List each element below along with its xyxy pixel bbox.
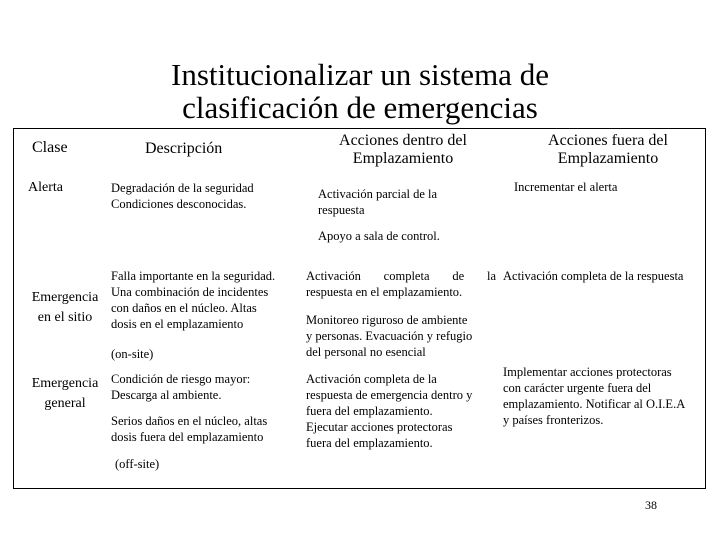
- text-line: fuera del emplazamiento.: [306, 404, 433, 418]
- page-number: 38: [645, 498, 657, 512]
- text-line: Serios daños en el núcleo, altas: [111, 414, 268, 428]
- text-line: dosis fuera del emplazamiento: [111, 430, 264, 444]
- slide-title-line-2: clasificación de emergencias: [182, 90, 538, 125]
- text-line: Activación parcial de la: [318, 187, 438, 201]
- row-alerta-dentro-extra: Apoyo a sala de control.: [318, 229, 440, 243]
- text-line: Degradación de la seguridad: [111, 181, 254, 195]
- text-line: Falla importante en la seguridad.: [111, 269, 276, 283]
- header-descripcion: Descripción: [145, 140, 223, 157]
- text-line: Activación completa de la: [306, 269, 496, 283]
- row-sitio-clase: [20, 288, 110, 328]
- text-line: Activación completa de la respuesta: [503, 269, 684, 283]
- row-alerta-descripcion: [111, 180, 301, 212]
- row-general-descripcion-extra: [111, 413, 306, 445]
- text-line: respuesta en el emplazamiento.: [306, 285, 463, 299]
- text-line: Implementar acciones protectoras: [503, 365, 672, 379]
- text-line: Activación completa de la: [306, 372, 437, 386]
- text-line: Emergencia: [31, 376, 99, 391]
- text-line: Descarga al ambiente.: [111, 388, 222, 402]
- text-line: respuesta de emergencia dentro y: [306, 388, 473, 402]
- row-general-descripcion: [111, 371, 301, 403]
- text-line: en el sitio: [37, 310, 93, 325]
- text-line: respuesta: [318, 203, 365, 217]
- header-acciones-dentro: [318, 132, 488, 168]
- row-sitio-dentro: [306, 268, 496, 300]
- row-alerta-dentro: [318, 186, 498, 218]
- text-line: y países fronterizos.: [503, 413, 604, 427]
- text-line: y personas. Evacuación y refugio: [306, 329, 473, 343]
- row-general-clase: [20, 374, 110, 414]
- text-line: con carácter urgente fuera del: [503, 381, 652, 395]
- slide-title-line-1: Institucionalizar un sistema de: [171, 57, 549, 92]
- text-line: del personal no esencial: [306, 345, 426, 359]
- text-line: emplazamiento. Notificar al O.I.E.A: [503, 397, 686, 411]
- header-clase: Clase: [32, 139, 68, 156]
- row-alerta-clase: Alerta: [28, 180, 63, 195]
- row-sitio-descripcion-tag: (on-site): [111, 347, 154, 361]
- row-sitio-fuera: [503, 268, 706, 284]
- row-general-fuera: [503, 364, 706, 428]
- row-general-dentro: [306, 371, 501, 451]
- text-line: Incrementar el alerta: [514, 180, 618, 194]
- row-sitio-dentro-extra: [306, 312, 501, 360]
- text-line: Emergencia: [31, 290, 99, 305]
- header-acciones-fuera: [522, 132, 694, 168]
- text-line: Condición de riesgo mayor:: [111, 372, 251, 386]
- header-dentro-line-2: Emplazamiento: [352, 150, 454, 167]
- text-line: con daños en el núcleo. Altas: [111, 301, 257, 315]
- text-line: dosis en el emplazamiento: [111, 317, 244, 331]
- text-line: fuera del emplazamiento.: [306, 436, 433, 450]
- row-sitio-descripcion: [111, 268, 306, 332]
- text-line: general: [44, 396, 86, 411]
- text-line: Ejecutar acciones protectoras: [306, 420, 453, 434]
- header-dentro-line-1: Acciones dentro del: [339, 132, 467, 149]
- row-general-descripcion-tag: (off-site): [115, 457, 160, 471]
- header-fuera-line-2: Emplazamiento: [557, 150, 659, 167]
- header-fuera-line-1: Acciones fuera del: [548, 132, 668, 149]
- text-line: Una combinación de incidentes: [111, 285, 269, 299]
- row-alerta-fuera: [514, 179, 704, 195]
- text-line: Condiciones desconocidas.: [111, 197, 247, 211]
- text-line: Monitoreo riguroso de ambiente: [306, 313, 468, 327]
